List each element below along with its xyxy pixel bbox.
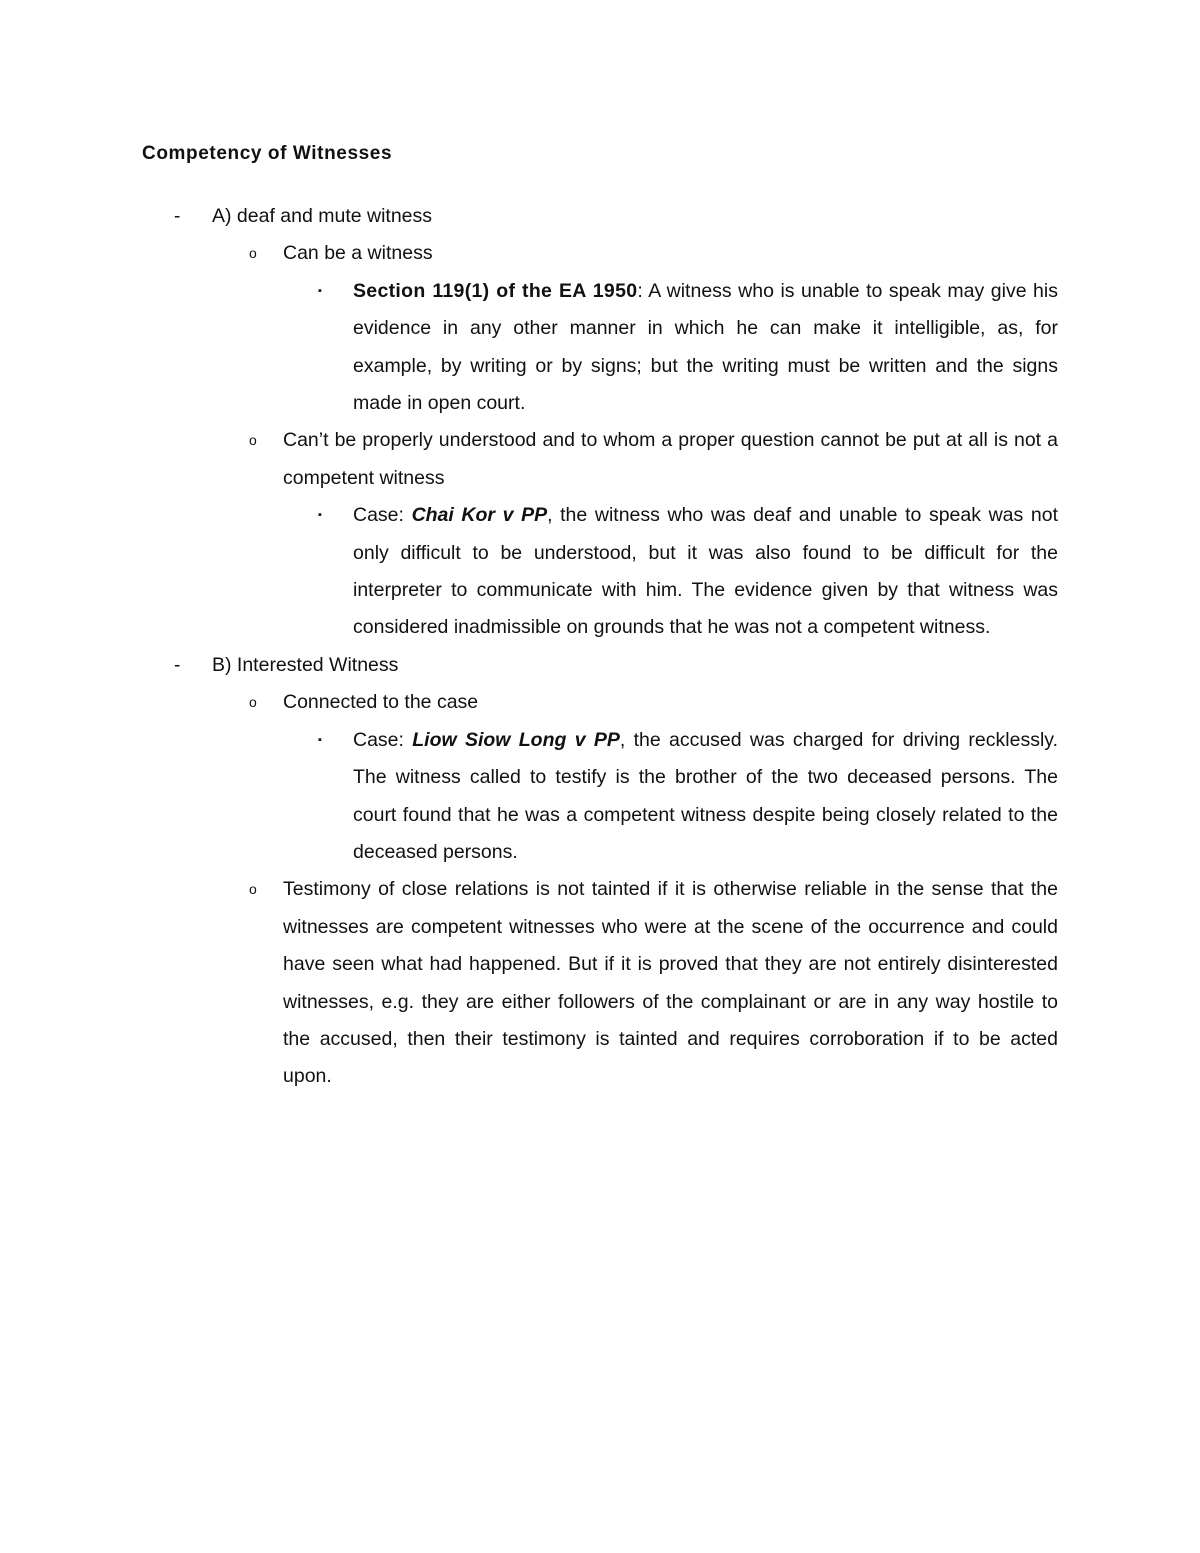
- detail-text: : A witness who is unable to speak may give his evidence in any other manner in which he can make it intelligible, as, for example, by writing or by signs; but the writing must be written and the signs made in open court.: [353, 279, 1058, 415]
- detail-text: , the accused was charged for driving recklessly. The witness called to testify is the brother of the two deceased persons. The court found that he was a competent witness despite being closely related to the deceased persons.: [353, 728, 1059, 863]
- dash-bullet-icon: -: [174, 206, 181, 227]
- section-heading: A) deaf and mute witness: [212, 205, 433, 227]
- list-item-detail: [318, 497, 1058, 647]
- list-item-point: [249, 235, 1058, 272]
- dash-bullet-icon: -: [174, 654, 181, 676]
- section-heading: B) Interested Witness: [212, 653, 399, 676]
- square-bullet-icon: ▪: [318, 733, 322, 746]
- list-item-point: [249, 684, 1058, 721]
- list-item-detail: [318, 273, 1058, 423]
- circle-bullet-icon: o: [249, 881, 257, 898]
- page-title: Competency of Witnesses: [142, 143, 393, 164]
- detail-paragraph: [353, 497, 1058, 647]
- point-text: Can’t be properly understood and to whom a proper question cannot be put at all is not a competent witness: [283, 429, 1058, 489]
- list-item-point: [249, 422, 1058, 497]
- case-name: Chai Kor v PP: [411, 504, 548, 527]
- square-bullet-icon: ▪: [318, 509, 322, 522]
- list-item-point: [249, 871, 1058, 1095]
- detail-text: , the witness who was deaf and unable to speak was not only difficult to be understood, but it was also found to be difficult for the interpreter to communicate with him. The evidence given by that witness was considered inadmissible on grounds that he was not a competent witness.: [353, 504, 1058, 639]
- detail-paragraph: [353, 722, 1058, 872]
- statute-reference: Section 119(1) of the EA 1950: [353, 279, 638, 302]
- case-prefix: Case:: [353, 728, 413, 751]
- list-item-section-a: [174, 198, 1058, 235]
- case-name: Liow Siow Long v PP: [412, 728, 620, 751]
- point-text: Can be a witness: [283, 242, 433, 265]
- circle-bullet-icon: o: [249, 432, 257, 449]
- point-text: Testimony of close relations is not tainted if it is otherwise reliable in the sense that the witnesses are competent witnesses who were at the scene of the occurrence and could have seen what had happened. But if it is proved that they are not entirely disinterested witnesses, e.g. they are either followers of the complainant or are in any way hostile to the accused, then their testimony is tainted and requires corroboration if to be acted upon.: [283, 878, 1058, 1088]
- point-text: Connected to the case: [283, 691, 479, 714]
- list-item-section-b: [174, 647, 1058, 684]
- list-item-detail: [318, 722, 1059, 872]
- document-body: [0, 198, 1200, 1096]
- case-prefix: Case:: [353, 504, 412, 527]
- detail-paragraph: [353, 273, 1058, 423]
- square-bullet-icon: ▪: [318, 284, 322, 297]
- circle-bullet-icon: o: [249, 245, 257, 262]
- circle-bullet-icon: o: [249, 694, 257, 711]
